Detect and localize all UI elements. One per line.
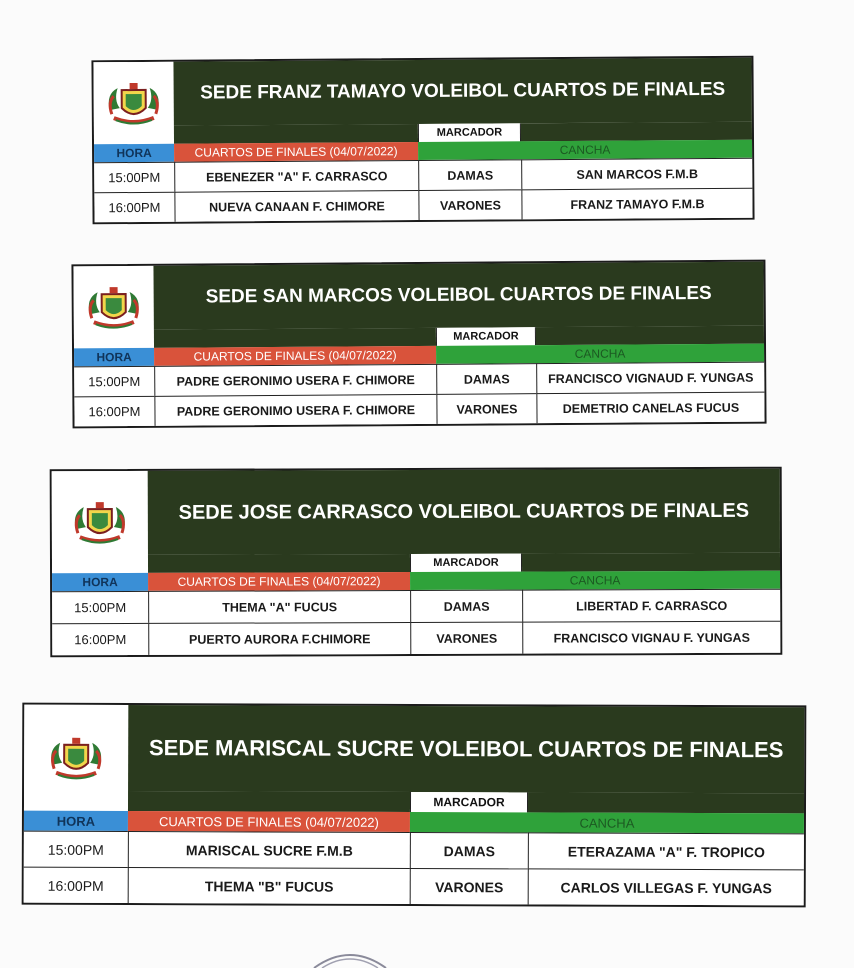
- cancha-header: CANCHA: [410, 571, 780, 590]
- header-strip: [148, 554, 410, 573]
- cancha-header: CANCHA: [418, 140, 752, 160]
- time-cell: 16:00PM: [24, 867, 128, 903]
- table-title: SEDE FRANZ TAMAYO VOLEIBOL CUARTOS DE FINALES: [173, 58, 751, 126]
- hora-header: HORA: [74, 348, 154, 367]
- schedule-table-franz-tamayo: [91, 56, 754, 225]
- category-cell: VARONES: [410, 622, 522, 654]
- municipal-emblem-icon: [46, 735, 106, 781]
- header-strip: [128, 791, 410, 812]
- cuartos-header: CUARTOS DE FINALES (04/07/2022): [148, 572, 410, 591]
- time-cell: 16:00PM: [52, 623, 148, 655]
- opponent-cell: FRANCISCO VIGNAUD F. YUNGAS: [536, 362, 764, 394]
- marcador-label: MARCADOR: [410, 554, 522, 572]
- team-cell: PADRE GERONIMO USERA F. CHIMORE: [154, 394, 436, 426]
- team-cell: MARISCAL SUCRE F.M.B: [128, 831, 410, 868]
- cuartos-header: CUARTOS DE FINALES (04/07/2022): [174, 142, 418, 162]
- table-title: SEDE SAN MARCOS VOLEIBOL CUARTOS DE FINALES: [153, 262, 763, 330]
- hora-header: HORA: [24, 811, 128, 831]
- schedule-table-mariscal-sucre: [22, 703, 807, 908]
- team-cell: NUEVA CANAAN F. CHIMORE: [174, 190, 418, 222]
- category-cell: VARONES: [410, 868, 528, 904]
- municipal-emblem-icon: [84, 284, 144, 330]
- schedule-table-san-marcos: [71, 260, 766, 429]
- category-cell: DAMAS: [410, 832, 528, 868]
- marcador-label: MARCADOR: [410, 792, 528, 812]
- cancha-header: CANCHA: [410, 812, 804, 833]
- logo-cell: [52, 471, 148, 573]
- table-title: SEDE MARISCAL SUCRE VOLEIBOL CUARTOS DE FINALES: [128, 705, 804, 793]
- opponent-cell: SAN MARCOS F.M.B: [521, 158, 752, 190]
- opponent-cell: FRANCISCO VIGNAU F. YUNGAS: [522, 621, 780, 654]
- schedule-table-jose-carrasco: [50, 467, 783, 658]
- header-strip: [536, 326, 764, 346]
- opponent-cell: ETERAZAMA "A" F. TROPICO: [528, 832, 804, 869]
- hora-header: HORA: [94, 144, 174, 163]
- header-strip: [522, 553, 780, 572]
- municipal-emblem-icon: [70, 499, 130, 545]
- header-strip: [154, 328, 436, 348]
- header-strip: [174, 124, 418, 144]
- marcador-label: MARCADOR: [418, 123, 521, 142]
- marcador-label: MARCADOR: [436, 327, 536, 346]
- seal-stamp-icon: [310, 938, 390, 968]
- header-strip: [528, 792, 804, 813]
- category-cell: DAMAS: [410, 590, 522, 622]
- table-title: SEDE JOSE CARRASCO VOLEIBOL CUARTOS DE FINALES: [148, 469, 780, 555]
- logo-cell: [73, 266, 154, 349]
- time-cell: 15:00PM: [94, 162, 174, 193]
- opponent-cell: CARLOS VILLEGAS F. YUNGAS: [528, 868, 804, 905]
- logo-cell: [93, 62, 174, 145]
- team-cell: PADRE GERONIMO USERA F. CHIMORE: [154, 364, 436, 396]
- time-cell: 16:00PM: [94, 192, 174, 223]
- cancha-header: CANCHA: [436, 344, 764, 364]
- team-cell: THEMA "A" FUCUS: [148, 590, 410, 623]
- cuartos-header: CUARTOS DE FINALES (04/07/2022): [154, 346, 436, 366]
- time-cell: 15:00PM: [24, 831, 128, 867]
- team-cell: PUERTO AURORA F.CHIMORE: [148, 622, 410, 655]
- category-cell: VARONES: [418, 189, 521, 220]
- team-cell: THEMA "B" FUCUS: [128, 867, 410, 904]
- logo-cell: [24, 705, 128, 811]
- header-strip: [521, 122, 752, 142]
- category-cell: VARONES: [436, 393, 536, 424]
- hora-header: HORA: [52, 573, 148, 591]
- category-cell: DAMAS: [436, 363, 536, 394]
- cuartos-header: CUARTOS DE FINALES (04/07/2022): [128, 811, 410, 832]
- municipal-emblem-icon: [104, 80, 164, 126]
- opponent-cell: DEMETRIO CANELAS FUCUS: [536, 392, 764, 424]
- time-cell: 15:00PM: [52, 591, 148, 623]
- category-cell: DAMAS: [418, 159, 521, 190]
- opponent-cell: LIBERTAD F. CARRASCO: [522, 589, 780, 622]
- time-cell: 16:00PM: [74, 396, 154, 427]
- team-cell: EBENEZER "A" F. CARRASCO: [174, 160, 418, 192]
- time-cell: 15:00PM: [74, 366, 154, 397]
- opponent-cell: FRANZ TAMAYO F.M.B: [521, 188, 752, 220]
